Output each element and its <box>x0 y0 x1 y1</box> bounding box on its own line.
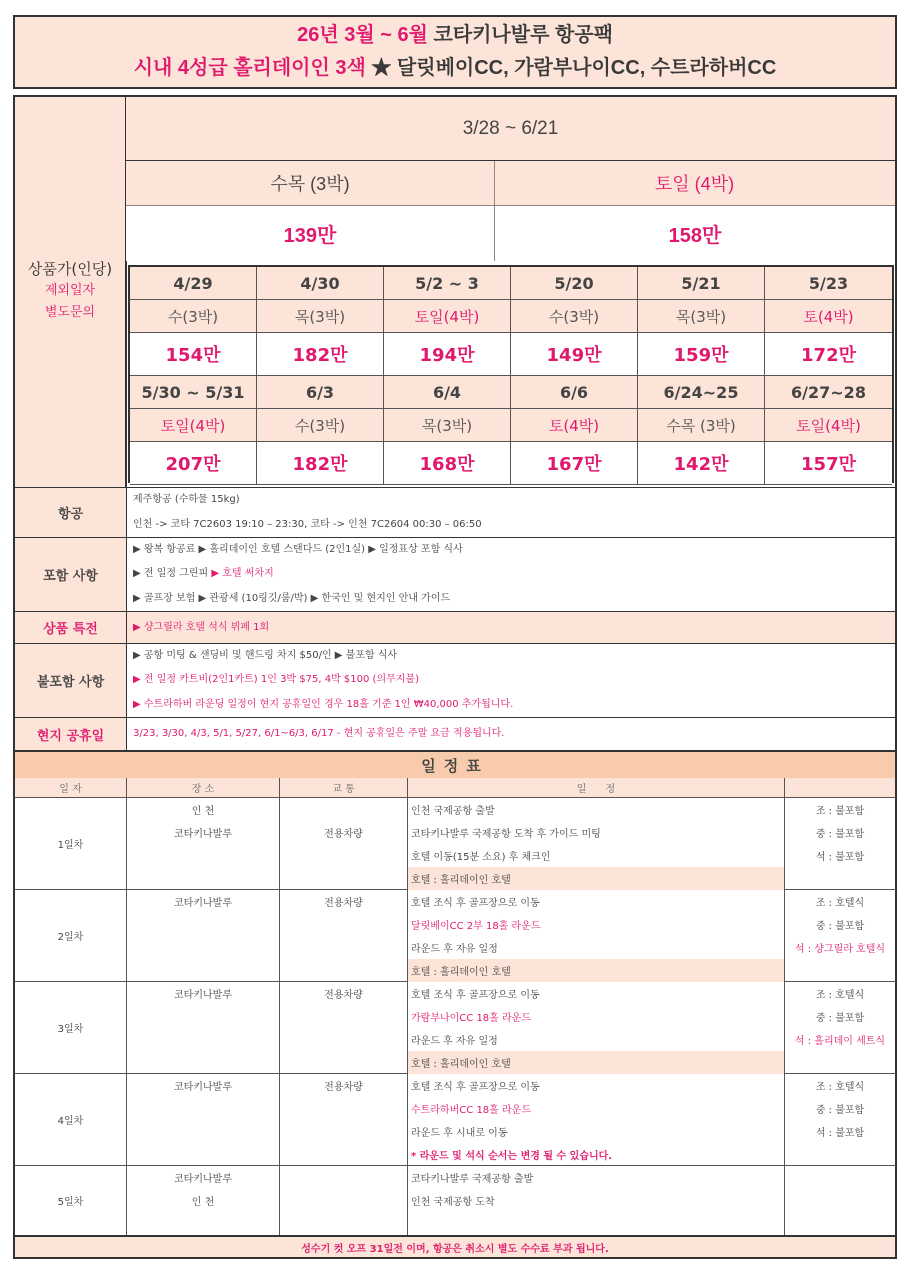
exception-price-grid <box>128 265 894 483</box>
included-line-2 <box>133 567 895 581</box>
exception-date: 6/4 <box>384 376 511 409</box>
day-schedule <box>408 1074 785 1165</box>
title-banner <box>13 15 897 89</box>
included-body <box>127 538 897 611</box>
info-row-excluded <box>13 643 897 717</box>
itinerary-day-2 <box>13 890 897 982</box>
exception-day: 수(3박) <box>511 300 638 333</box>
exception-price: 182만 <box>257 333 384 376</box>
day-label: 5일차 <box>15 1166 127 1235</box>
day-places <box>127 1074 280 1165</box>
holiday-label: 현지 공휴일 <box>13 718 127 750</box>
included-line-3: ▶ 골프장 보험 ▶ 관광세 (10링깃/룸/박) ▶ 한국인 및 현지인 안내 가이드 <box>133 592 451 604</box>
exception-price: 182만 <box>257 442 384 485</box>
flight-label: 항공 <box>13 488 127 537</box>
itinerary-day-5 <box>13 1166 897 1235</box>
schedule-item: 호텔 조식 후 골프장으로 이동 <box>411 990 540 1001</box>
day-label: 2일차 <box>15 890 127 981</box>
holiday-line-1: 3/23, 3/30, 4/3, 5/1, 5/27, 6/1~6/3, 6/17 - 현지 공휴일은 주말 요금 적용됩니다. <box>133 728 505 739</box>
schedule-item: 코타키나발루 국제공항 도착 후 가이드 미팅 <box>411 829 601 840</box>
place: 코타키나발루 <box>174 990 232 1001</box>
exception-price: 167만 <box>511 442 638 485</box>
day-transport <box>280 798 408 889</box>
exception-price: 154만 <box>130 333 257 376</box>
holiday-body <box>127 718 897 750</box>
meal: 중 : 불포함 <box>815 829 865 840</box>
day-schedule <box>408 798 785 889</box>
cancellation-note: 성수기 컷 오프 31일전 이며, 항공은 취소시 별도 수수료 부과 됩니다. <box>13 1235 897 1259</box>
schedule-round: 달릿베이CC 2부 18홀 라운드 <box>411 921 541 932</box>
day-places <box>127 890 280 981</box>
base-price-weekday: 139만 <box>126 206 494 261</box>
excluded-label: 불포함 사항 <box>13 644 127 717</box>
exception-date: 6/24~25 <box>638 376 765 409</box>
place: 코타키나발루 <box>174 1174 232 1185</box>
special-label: 상품 특전 <box>13 612 127 643</box>
transport: 전용차량 <box>324 829 363 840</box>
day-label: 4일차 <box>15 1074 127 1165</box>
exception-date: 6/6 <box>511 376 638 409</box>
info-row-flight <box>13 487 897 537</box>
meal: 석 : 홀리데이 세트식 <box>794 1036 886 1047</box>
header-transport: 교 통 <box>280 778 408 797</box>
special-body <box>127 612 897 643</box>
schedule-item: 라운드 후 자유 일정 <box>411 1036 498 1047</box>
place: 코타키나발루 <box>174 829 232 840</box>
base-price-weekend: 158만 <box>495 206 895 261</box>
exception-day: 목(3박) <box>257 300 384 333</box>
schedule-hotel: 호텔 : 홀리데이인 호텔 <box>408 867 784 890</box>
info-row-holiday <box>13 717 897 750</box>
exception-date: 4/30 <box>257 267 384 300</box>
schedule-item: 호텔 조식 후 골프장으로 이동 <box>411 1082 540 1093</box>
info-row-special <box>13 611 897 643</box>
base-day-weekday: 수목 (3박) <box>126 161 494 206</box>
header-schedule: 일 정 <box>408 778 785 797</box>
price-label-note-1: 제외일자 <box>44 283 96 298</box>
flight-schedule: 인천 -> 코타 7C2603 19:10 – 23:30, 코타 -> 인천 7C2604 00:30 – 06:50 <box>133 518 482 530</box>
schedule-item: 호텔 조식 후 골프장으로 이동 <box>411 898 540 909</box>
exception-date: 5/23 <box>765 267 892 300</box>
schedule-round: 수트라하버CC 18홀 라운드 <box>411 1105 531 1116</box>
price-label <box>13 258 127 324</box>
meal: 중 : 불포함 <box>815 1013 865 1024</box>
exception-date: 4/29 <box>130 267 257 300</box>
exception-price: 159만 <box>638 333 765 376</box>
schedule-hotel: 호텔 : 홀리데이인 호텔 <box>408 1051 784 1074</box>
meal: 석 : 샹그릴라 호텔식 <box>794 944 886 955</box>
excluded-line-3: ▶ 수트라하버 라운딩 일정이 현지 공휴일인 경우 18홀 기준 1인 ₩40,000 추가됩니다. <box>133 698 514 710</box>
exception-date: 6/27~28 <box>765 376 892 409</box>
exception-day: 목(3박) <box>638 300 765 333</box>
exception-price: 157만 <box>765 442 892 485</box>
included-line-1: ▶ 왕복 항공료 ▶ 홀리데이인 호텔 스탠다드 (2인1실) ▶ 일정표상 포함 식사 <box>133 544 463 556</box>
meal: 석 : 불포함 <box>815 852 865 863</box>
title-line-2 <box>134 52 777 85</box>
exception-day: 수(3박) <box>257 409 384 442</box>
meal: 조 : 호텔식 <box>815 1082 865 1093</box>
header-day: 일 자 <box>15 778 127 797</box>
info-row-included <box>13 537 897 611</box>
day-transport <box>280 1166 408 1235</box>
exception-price: 168만 <box>384 442 511 485</box>
exception-price: 149만 <box>511 333 638 376</box>
day-schedule <box>408 1166 785 1235</box>
exception-day: 수목 (3박) <box>638 409 765 442</box>
schedule-round: 가람부나이CC 18홀 라운드 <box>411 1013 531 1024</box>
schedule-item: 인천 국제공항 출발 <box>411 806 495 817</box>
exception-day: 토(4박) <box>765 300 892 333</box>
included-surcharge: ▶ 호텔 써차지 <box>211 568 274 580</box>
itinerary-title: 일정표 <box>13 750 897 778</box>
excluded-body <box>127 644 897 717</box>
day-meals <box>785 890 895 981</box>
included-greenfee: ▶ 전 일정 그린피 <box>133 568 209 580</box>
day-transport <box>280 1074 408 1165</box>
header-place: 장 소 <box>127 778 280 797</box>
title-period: 26년 3월 ~ 6월 <box>297 24 428 46</box>
place: 인 천 <box>191 806 215 817</box>
day-transport <box>280 982 408 1073</box>
schedule-item: 라운드 후 시내로 이동 <box>411 1128 508 1139</box>
included-label: 포함 사항 <box>13 538 127 611</box>
price-label-note-2: 별도문의 <box>44 305 96 320</box>
title-hotel: 시내 4성급 홀리데이인 3색 <box>133 57 366 79</box>
title-product: 코타키나발루 항공팩 <box>433 24 613 46</box>
day-label: 1일차 <box>15 798 127 889</box>
exception-date: 6/3 <box>257 376 384 409</box>
day-meals <box>785 798 895 889</box>
price-range-header: 3/28 ~ 6/21 <box>126 97 895 161</box>
transport: 전용차량 <box>324 990 363 1001</box>
exception-day: 토일(4박) <box>765 409 892 442</box>
exception-price: 207만 <box>130 442 257 485</box>
itinerary-header <box>13 778 897 798</box>
schedule-item: 인천 국제공항 도착 <box>411 1197 495 1208</box>
schedule-hotel: 호텔 : 홀리데이인 호텔 <box>408 959 784 982</box>
exception-day: 목(3박) <box>384 409 511 442</box>
excluded-line-2: ▶ 전 일정 카트비(2인1카트) 1인 3박 $75, 4박 $100 (의무지불) <box>133 674 419 686</box>
exception-price: 172만 <box>765 333 892 376</box>
itinerary-day-4 <box>13 1074 897 1166</box>
exception-date: 5/2 ~ 3 <box>384 267 511 300</box>
flight-body <box>127 488 897 537</box>
itinerary-day-1 <box>13 798 897 890</box>
schedule-item: 라운드 후 자유 일정 <box>411 944 498 955</box>
day-places <box>127 982 280 1073</box>
day-label: 3일차 <box>15 982 127 1073</box>
day-transport <box>280 890 408 981</box>
schedule-item: 코타키나발루 국제공항 출발 <box>411 1174 534 1185</box>
flight-airline: 제주항공 (수하물 15kg) <box>133 494 240 506</box>
exception-date: 5/21 <box>638 267 765 300</box>
exception-price: 142만 <box>638 442 765 485</box>
transport: 전용차량 <box>324 1082 363 1093</box>
day-meals <box>785 1166 895 1235</box>
title-courses: ★ 달릿베이CC, 가람부나이CC, 수트라하버CC <box>371 57 777 79</box>
day-meals <box>785 1074 895 1165</box>
place: 인 천 <box>191 1197 215 1208</box>
price-label-title: 상품가(인당) <box>27 260 113 278</box>
day-meals <box>785 982 895 1073</box>
special-line-1: ▶ 샹그릴라 호텔 석식 뷔페 1회 <box>133 621 270 633</box>
base-day-weekend: 토일 (4박) <box>494 161 895 206</box>
exception-day: 토일(4박) <box>384 300 511 333</box>
day-places <box>127 1166 280 1235</box>
meal: 중 : 불포함 <box>815 921 865 932</box>
schedule-note: * 라운드 및 석식 순서는 변경 될 수 있습니다. <box>411 1151 613 1162</box>
meal: 조 : 호텔식 <box>815 898 865 909</box>
header-meals <box>785 778 895 797</box>
meal: 조 : 불포함 <box>815 806 865 817</box>
exception-day: 토일(4박) <box>130 409 257 442</box>
exception-day: 수(3박) <box>130 300 257 333</box>
day-schedule <box>408 890 785 981</box>
exception-price: 194만 <box>384 333 511 376</box>
title-line-1 <box>297 19 613 52</box>
exception-date: 5/30 ~ 5/31 <box>130 376 257 409</box>
schedule-item: 호텔 이동(15분 소요) 후 체크인 <box>411 852 551 863</box>
day-places <box>127 798 280 889</box>
exception-day: 토(4박) <box>511 409 638 442</box>
meal: 중 : 불포함 <box>815 1105 865 1116</box>
place: 코타키나발루 <box>174 898 232 909</box>
exception-date: 5/20 <box>511 267 638 300</box>
meal: 조 : 호텔식 <box>815 990 865 1001</box>
day-schedule <box>408 982 785 1073</box>
excluded-line-1: ▶ 공항 미팅 & 샌딩비 및 핸드링 차지 $50/인 ▶ 불포함 식사 <box>133 650 398 662</box>
meal: 석 : 불포함 <box>815 1128 865 1139</box>
place: 코타키나발루 <box>174 1082 232 1093</box>
itinerary-day-3 <box>13 982 897 1074</box>
transport: 전용차량 <box>324 898 363 909</box>
